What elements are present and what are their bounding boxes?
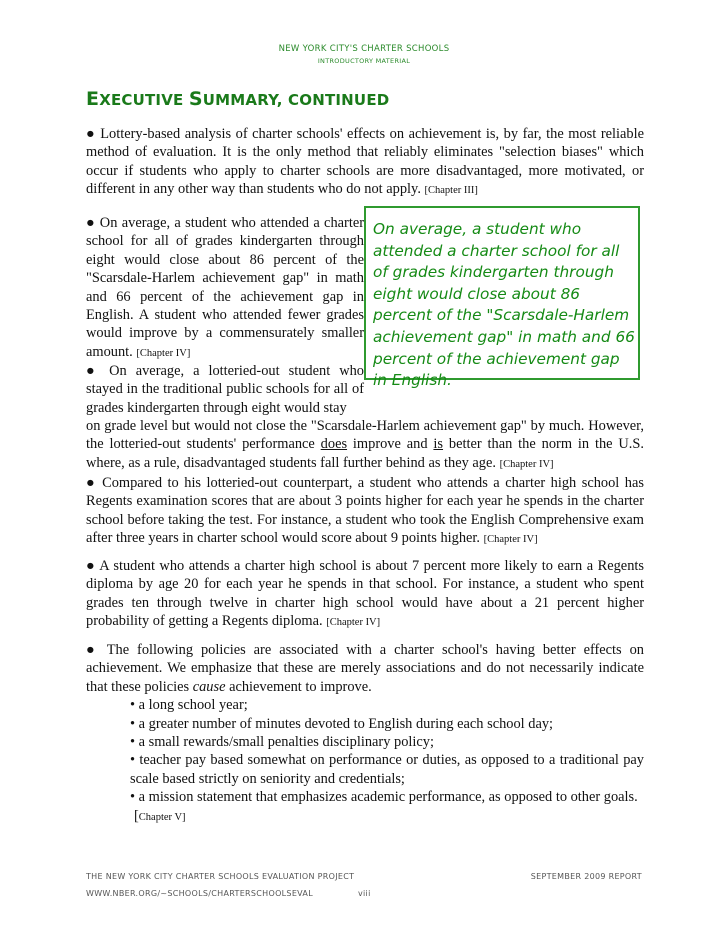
citation: [Chapter IV]: [326, 617, 381, 629]
paragraph-lotteried-out-left: ● On average, a lotteried-out student who stayed in the traditional public schools for all of grades kindergarten through eight would stay: [86, 363, 364, 416]
paragraph-regents-scores: ● Compared to his lotteried-out counterpart, a student who attends a charter high school has Regents examination scores that are about 3 points higher for each year he spends in the charter school before taking the test. For instance, a student who took the English Comprehensive exam after three years in charter school would score about 9 points higher. [Chapter IV]: [86, 475, 644, 547]
citation: [Chapter IV]: [483, 534, 538, 546]
paragraph-lotteried-out-cont: on grade level but would not close the "Scarsdale-Harlem achievement gap" by much. However, the lotteried-out students' performance does improve and is better than the norm in the U.S. where, as a rule, disadvantaged students fall further behind as they age. [Chapter IV]: [86, 418, 644, 471]
list-item: • a small rewards/small penalties disciplinary policy;: [130, 734, 434, 751]
page-number: viii: [358, 889, 371, 898]
running-header-title: NEW YORK CITY'S CHARTER SCHOOLS: [278, 44, 450, 54]
footer-url: WWW.NBER.ORG/~SCHOOLS/CHARTERSCHOOLSEVAL: [86, 889, 313, 898]
list-item: • a greater number of minutes devoted to English during each school day;: [130, 715, 554, 732]
list-item: • a long school year;: [130, 697, 248, 714]
paragraph-lottery: ● Lottery-based analysis of charter schools' effects on achievement is, by far, the most reliable method of evaluation. It is the only method that reliably eliminates "selection biases" which occur if students who apply to charter schools are more disadvantaged, more motivated, or different in any other way than students who do not apply. [Chapter III]: [86, 126, 644, 198]
footer-date: SEPTEMBER 2009 REPORT: [530, 872, 642, 881]
list-item: • teacher pay based somewhat on performance or duties, as opposed to a traditional pay scale based strictly on seniority and credentials;: [130, 752, 644, 787]
citation: [Chapter IV]: [499, 458, 554, 470]
running-header-subtitle: INTRODUCTORY MATERIAL: [317, 57, 411, 65]
paragraph-average-charter: ● On average, a student who attended a charter school for all of grades kindergarten through eight would close about 86 percent of the "Scarsdale-Harlem achievement gap" in math and 66 percent of the achievement gap in English. A student who attended fewer grades would improve by a commensurately smaller amount. [Chapter IV]: [86, 215, 364, 360]
section-title: EXECUTIVE SUMMARY, CONTINUED: [86, 88, 390, 110]
callout-text: On average, a student who attended a charter school for all of grades kindergarten through eight would close about 86 percent of the "Scarsdale-Harlem achievement gap" in math and 66 percent of the achievement gap in English.: [373, 220, 635, 390]
citation: [Chapter III]: [424, 185, 478, 197]
paragraph-regents-diploma: ● A student who attends a charter high school is about 7 percent more likely to earn a Regents diploma by age 20 for each year he spends in that school. For instance, a student who spent grades ten through twelve in charter high school would have about a 21 percent higher probability of getting a Regents diploma. [Chapter IV]: [86, 558, 644, 630]
policy-list: [86, 696, 644, 827]
citation: [Chapter V]: [134, 807, 186, 824]
footer-project: THE NEW YORK CITY CHARTER SCHOOLS EVALUATION PROJECT: [86, 872, 355, 881]
citation: [Chapter IV]: [136, 347, 191, 359]
paragraph-policies: ● The following policies are associated with a charter school's having better effects on achievement. We emphasize that these are merely associations and do not necessarily indicate that these policies cause achievement to improve. • a long school year; • a greater number of minutes devoted to English during each school day; • a small rewards/small penalties disciplinary policy; • teacher pay based somewhat on performance or duties, as opposed to a traditional pay scale based strictly on seniority and credentials; • a mission statement that emphasizes academic performance, as opposed to other goals. [Chapter V]: [86, 641, 644, 827]
list-item: • a mission statement that emphasizes academic performance, as opposed to other goals.: [130, 789, 638, 806]
